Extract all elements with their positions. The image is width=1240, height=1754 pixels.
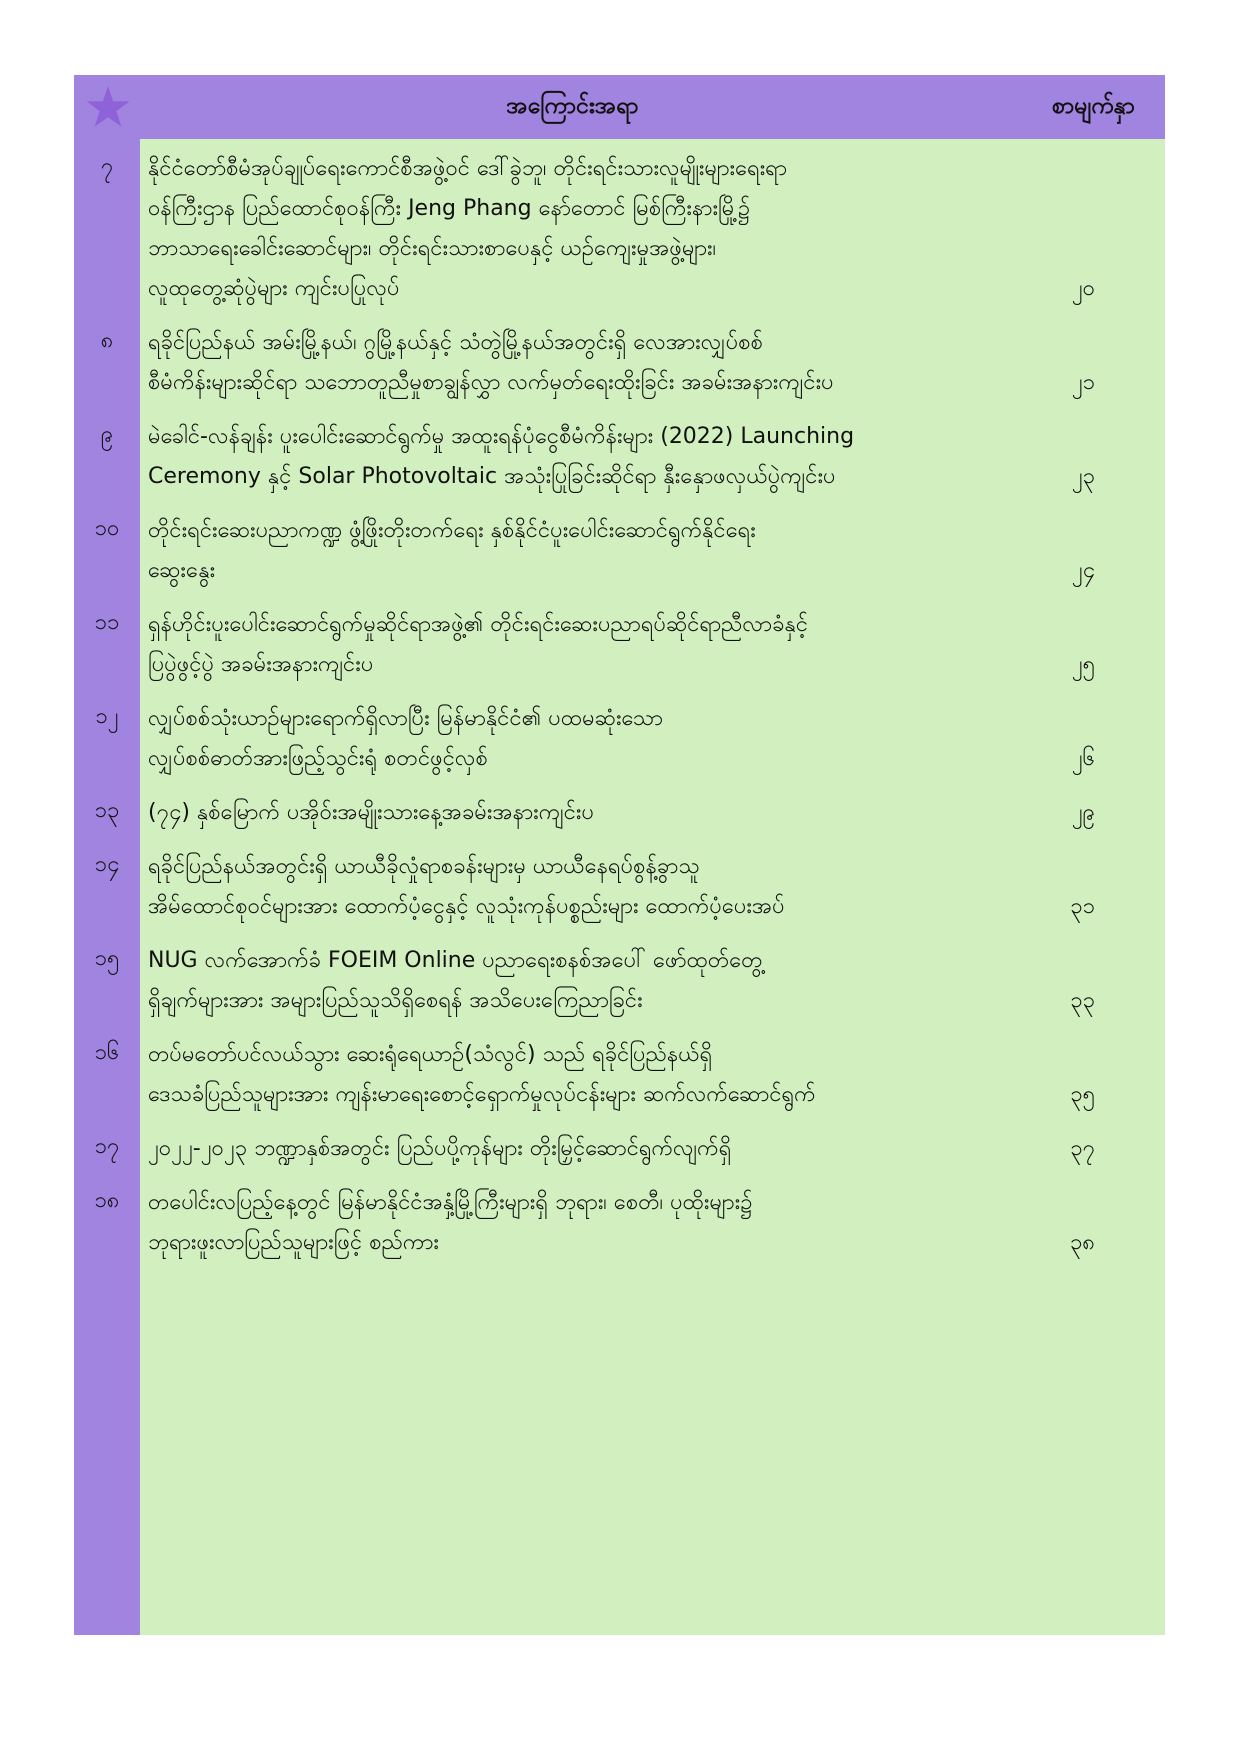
entry-title: [148, 847, 1045, 927]
entry-page-number: ၂၄: [1071, 558, 1095, 583]
entry-page-number: ၃၈: [1070, 1230, 1095, 1255]
entry-title-line: ရှန်ဟိုင်းပူးပေါင်းဆောင်ရွက်မှုဆိုင်ရာအဖွဲ့၏ တိုင်းရင်းဆေးပညာရပ်ဆိုင်ရာညီလာခံနှင့်: [148, 612, 809, 637]
toc-entry[interactable]: [74, 793, 1165, 833]
entry-title-line: ရခိုင်ပြည်နယ် အမ်းမြို့နယ်၊ ဂွမြို့နယ်နှင့် သံတွဲမြို့နယ်အတွင်းရှိ လေအားလျှပ်စစ်: [148, 330, 763, 355]
toc-entry[interactable]: [74, 149, 1165, 309]
entry-title: [148, 699, 1045, 779]
entry-title-line: လျှပ်စစ်ဓာတ်အားဖြည့်သွင်းရုံ စတင်ဖွင့်လှစ်: [148, 746, 488, 771]
entry-title: [148, 1035, 1045, 1115]
star-icon: [84, 83, 132, 131]
toc-entry[interactable]: [74, 323, 1165, 403]
entry-page-number: ၃၅: [1070, 1082, 1095, 1107]
entry-number: ၁၄: [94, 852, 120, 877]
entry-title: [148, 417, 1045, 497]
entry-title: [148, 1129, 1045, 1169]
entry-page-number: ၂၃: [1071, 464, 1095, 489]
entry-title-line: ပြပွဲဖွင့်ပွဲ အခမ်းအနားကျင်းပ: [148, 652, 374, 677]
entry-number: ၁၂: [95, 704, 119, 729]
entry-title-line: အိမ်ထောင်စုဝင်များအား ထောက်ပံ့ငွေနှင့် လူသုံးကုန်ပစ္စည်းများ ထောက်ပံ့ပေးအပ်: [148, 894, 785, 919]
entry-title: [148, 605, 1045, 685]
entry-title-line: ၂၀၂၂-၂၀၂၃ ဘဏ္ဍာနှစ်အတွင်း ပြည်ပပို့ကုန်များ တိုးမြှင့်ဆောင်ရွက်လျက်ရှိ: [148, 1136, 732, 1161]
entry-title-line: ဘာသာရေးခေါင်းဆောင်များ၊ တိုင်းရင်းသားစာပေနှင့် ယဉ်ကျေးမှုအဖွဲ့များ၊: [148, 236, 717, 261]
table-header: [140, 75, 1165, 139]
entry-title-line: တိုင်းရင်းဆေးပညာကဏ္ဍ ဖွံ့ဖြိုးတိုးတက်ရေး နှစ်နိုင်ငံပူးပေါင်းဆောင်ရွက်နိုင်ရေး: [148, 518, 756, 543]
entry-title: [148, 511, 1045, 591]
entry-number: ၁၈: [94, 1188, 120, 1213]
entry-title-line: လျှပ်စစ်သုံးယာဉ်များရောက်ရှိလာပြီး မြန်မာနိုင်ငံ၏ ပထမဆုံးသော: [148, 706, 663, 731]
entry-number: ၈: [100, 328, 114, 353]
entry-title-line: ဆွေးနွေး: [148, 558, 216, 583]
entry-number: ၁၅: [94, 946, 120, 971]
entry-title-line: Ceremony နှင့် Solar Photovoltaic အသုံးပြုခြင်းဆိုင်ရာ နှီးနှောဖလှယ်ပွဲကျင်းပ: [148, 464, 836, 489]
entry-title-line: NUG လက်အောက်ခံ FOEIM Online ပညာရေးစနစ်အပေါ် ဖော်ထုတ်တွေ့: [148, 948, 763, 973]
entry-number: ၁၀: [94, 516, 120, 541]
header-title: အကြောင်းအရာ: [506, 93, 639, 119]
entry-title-line: ဝန်ကြီးဌာန ပြည်ထောင်စုဝန်ကြီး Jeng Phang နော်တောင် မြစ်ကြီးနားမြို့၌: [148, 196, 750, 221]
entry-title-line: လူထုတွေ့ဆုံပွဲများ ကျင်းပပြုလုပ်: [148, 276, 400, 301]
entry-page-number: ၃၇: [1070, 1136, 1095, 1161]
entry-title-line: (၇၄) နှစ်မြောက် ပအိုဝ်းအမျိုးသားနေ့အခမ်းအနားကျင်းပ: [148, 800, 595, 825]
entry-title: [148, 941, 1045, 1021]
entry-title-line: ဒေသခံပြည်သူများအား ကျန်းမာရေးစောင့်ရှောက်မှုလုပ်ငန်းများ ဆက်လက်ဆောင်ရွက်: [148, 1082, 816, 1107]
entry-title-line: စီမံကိန်းများဆိုင်ရာ သဘောတူညီမှုစာချွန်လွှာ လက်မှတ်ရေးထိုးခြင်း အခမ်းအနားကျင်းပ: [148, 370, 834, 395]
entry-number: ၁၆: [94, 1040, 120, 1065]
entry-title-line: တပ်မတော်ပင်လယ်သွား ဆေးရုံရေယာဉ်(သံလွင်) သည် ရခိုင်ပြည်နယ်ရှိ: [148, 1042, 713, 1067]
entry-page-number: ၂၀: [1071, 276, 1095, 301]
entry-title-line: နိုင်ငံတော်စီမံအုပ်ချုပ်ရေးကောင်စီအဖွဲ့ဝင် ဒေါ်ခွဲဘူ၊ တိုင်းရင်းသားလူမျိုးများရေးရာ: [148, 156, 787, 181]
table-of-contents: [74, 75, 1165, 1635]
entry-page-number: ၃၁: [1070, 894, 1095, 919]
entry-title: [148, 323, 1045, 403]
toc-entry[interactable]: [74, 941, 1165, 1021]
toc-entry[interactable]: [74, 511, 1165, 591]
entry-title-line: ရှိချက်များအား အများပြည်သူသိရှိစေရန် အသိပေးကြေညာခြင်း: [148, 988, 643, 1013]
entry-number: ၁၃: [94, 798, 120, 823]
toc-entry[interactable]: [74, 847, 1165, 927]
entry-title-line: ရခိုင်ပြည်နယ်အတွင်းရှိ ယာယီခိုလှုံရာစခန်းများမှ ယာယီနေရပ်စွန့်ခွာသူ: [148, 854, 700, 879]
entry-title: [148, 1183, 1045, 1263]
toc-entry[interactable]: [74, 1129, 1165, 1169]
toc-entry[interactable]: [74, 1035, 1165, 1115]
entry-title-line: တပေါင်းလပြည့်နေ့တွင် မြန်မာနိုင်ငံအနှံ့မြို့ကြီးများရှိ ဘုရား၊ စေတီ၊ ပုထိုးများ၌: [148, 1190, 753, 1215]
toc-entry[interactable]: [74, 1183, 1165, 1263]
entry-title-line: ဘုရားဖူးလာပြည်သူများဖြင့် စည်ကား: [148, 1230, 439, 1255]
entry-page-number: ၂၁: [1071, 370, 1095, 395]
entry-number: ၇: [100, 154, 114, 179]
toc-entry[interactable]: [74, 699, 1165, 779]
entry-number: ၁၇: [94, 1134, 120, 1159]
toc-entry[interactable]: [74, 417, 1165, 497]
entry-title: [148, 149, 1045, 309]
entry-number: ၉: [100, 422, 114, 447]
header-page-label: စာမျက်နှာ: [1051, 93, 1135, 119]
entry-page-number: ၂၅: [1071, 652, 1095, 677]
entry-title: [148, 793, 1045, 833]
entry-page-number: ၂၉: [1071, 800, 1095, 825]
toc-entry[interactable]: [74, 605, 1165, 685]
entries-list: [74, 149, 1165, 1277]
entry-page-number: ၂၆: [1071, 746, 1095, 771]
entry-number: ၁၁: [94, 610, 120, 635]
entry-title-line: မဲခေါင်-လန်ချန်း ပူးပေါင်းဆောင်ရွက်မှု အထူးရန်ပုံငွေစီမံကိန်းများ (2022) Launching: [148, 424, 855, 449]
entry-page-number: ၃၃: [1070, 988, 1095, 1013]
